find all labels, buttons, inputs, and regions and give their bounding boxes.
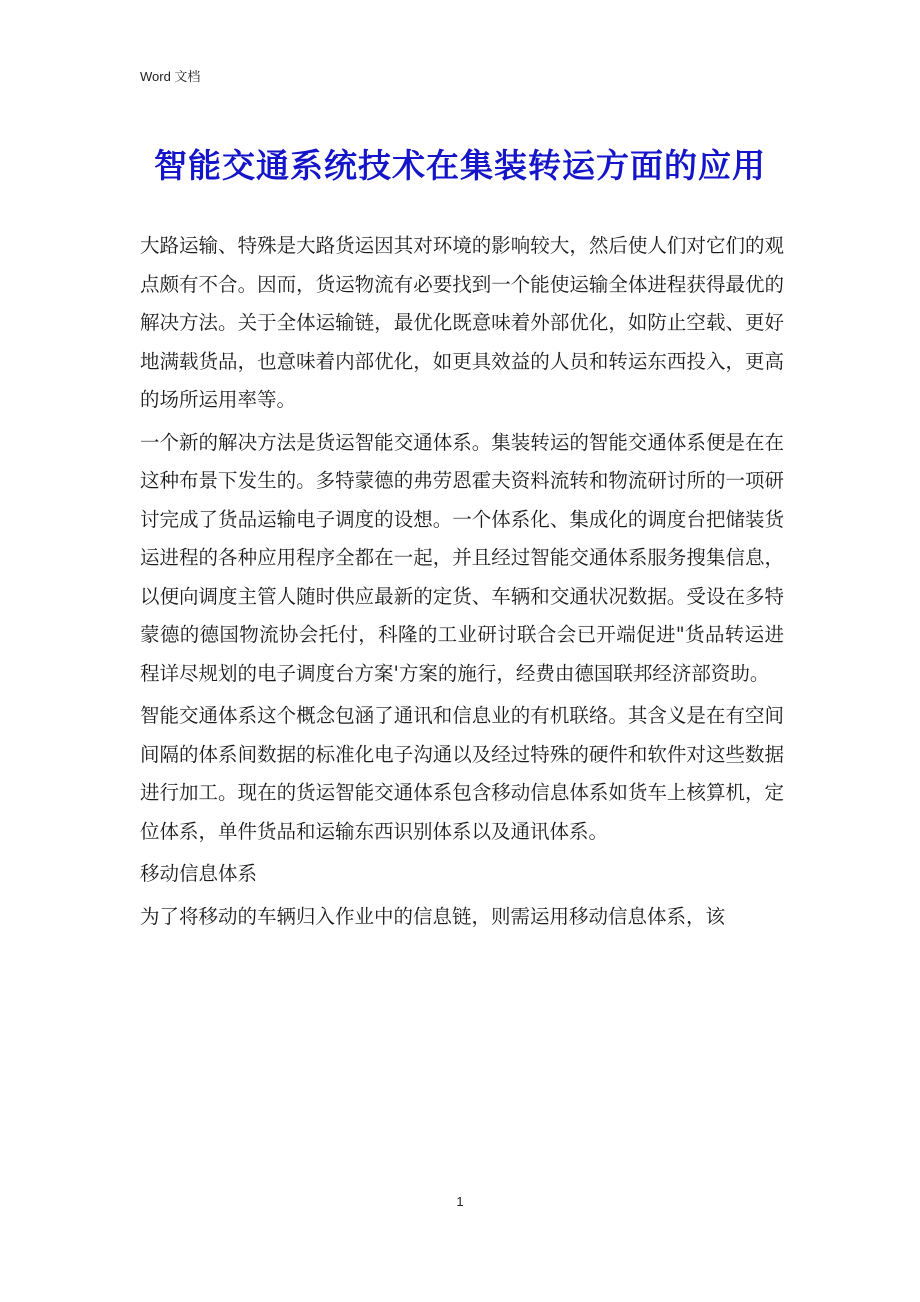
header-label: Word 文档 bbox=[140, 69, 201, 84]
document-body bbox=[140, 227, 784, 940]
paragraph-1: 大路运输、特殊是大路货运因其对环境的影响较大，然后使人们对它们的观点颇有不合。因而，货运物流有必要找到一个能使运输全体进程获得最优的解决方法。关于全体运输链，最优化既意味着外部优化，如防止空载、更好地满载货品，也意味着内部优化，如更具效益的人员和转运东西投入，更高的场所运用率等。 bbox=[140, 234, 784, 411]
paragraph-2: 一个新的解决方法是货运智能交通体系。集装转运的智能交通体系便是在在这种布景下发生的。多特蒙德的弗劳恩霍夫资料流转和物流研讨所的一项研讨完成了货品运输电子调度的设想。一个体系化、集成化的调度台把储装货运进程的各种应用程序全都在一起，并且经过智能交通体系服务搜集信息，以便向调度主管人随时供应最新的定货、车辆和交通状况数据。受设在多特蒙德的德国物流协会托付，科隆的工业研讨联合会已开端促进"货品转运进程详尽规划的电子调度台方案'方案的施行，经费由德国联邦经济部资助。 bbox=[140, 430, 784, 685]
document-title: 智能交通系统技术在集装转运方面的应用 bbox=[154, 146, 766, 185]
section-heading: 移动信息体系 bbox=[140, 862, 258, 885]
page-number: 1 bbox=[456, 1194, 464, 1209]
paragraph-3: 智能交通体系这个概念包涵了通讯和信息业的有机联络。其含义是在有空间间隔的体系间数据的标准化电子沟通以及经过特殊的硬件和软件对这些数据进行加工。现在的货运智能交通体系包含移动信息体系如货车上核算机，定位体系，单件货品和运输东西识别体系以及通讯体系。 bbox=[140, 704, 784, 843]
paragraph-4: 为了将移动的车辆归入作业中的信息链，则需运用移动信息体系，该 bbox=[140, 904, 726, 928]
